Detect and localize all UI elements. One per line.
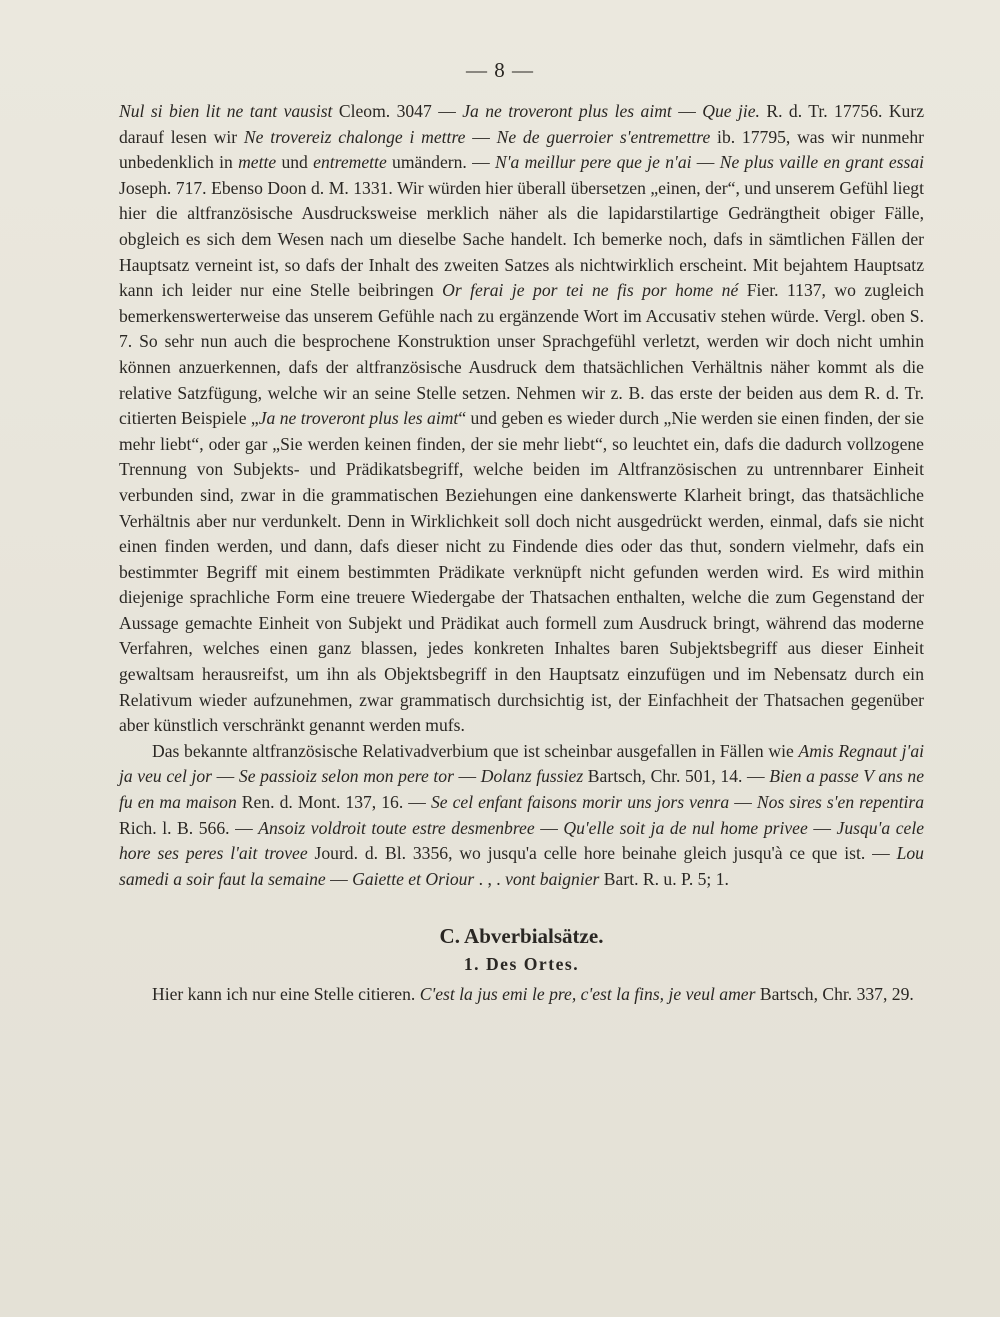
italic-citation: Dolanz fussiez — [480, 766, 584, 787]
italic-citation: Ja ne troveront plus les aimt — [462, 101, 672, 121]
text-run: — — [807, 817, 837, 838]
paragraph-ortes — [119, 982, 924, 1008]
section-heading: C. Abverbialsätze. — [439, 924, 604, 949]
italic-citation: C'est la jus emi le pre, c'est la fins, je veul amer — [419, 984, 756, 1005]
italic-citation: Bien a passe V ans ne fu en ma maison — [119, 766, 925, 813]
italic-citation: Or ferai je por tei ne fis por home né — [442, 280, 739, 301]
italic-citation: Ne de guerroier s'entremettre — [496, 126, 711, 147]
italic-citation: entremette — [313, 152, 387, 173]
text-run: — — [453, 766, 481, 787]
text-run: — — [212, 766, 239, 787]
text-run: — — [534, 817, 564, 838]
text-run: Ren. d. Mont. 137, 16. — — [236, 792, 431, 813]
italic-citation: Ne plus vaille en grant essai — [719, 152, 925, 173]
text-run: — — [671, 101, 703, 121]
text-run: Rich. l. B. 566. — — [119, 817, 259, 838]
text-run: umändern. — — [386, 152, 495, 173]
italic-citation: vont baignier — [505, 868, 600, 889]
italic-citation: Ja ne troveront plus les aimt — [258, 408, 459, 429]
italic-citation: Que jie. — [702, 101, 760, 121]
italic-citation: N'a meillur pere que je n'ai — [494, 152, 692, 173]
body-text — [119, 99, 924, 1008]
text-run: — — [325, 868, 353, 889]
text-run: ib. 17795, was wir nunmehr unbedenklich in — [119, 126, 924, 173]
text-run: Bartsch, Chr. 501, 14. — — [583, 766, 770, 787]
text-run: Joseph. 717. Ebenso Doon d. M. 1331. Wir würden hier überall übersetzen „einen, der“, und unserem Gefühl liegt hier die altfranzösische Ausdrucksweise merklich näher als die lapidarstilartige Gedrängtheit obiger Fälle, obgleich es sich dem Wesen nach um dieselbe Sache handelt. Ich bemerke noch, dafs in sämtlichen Fällen der Hauptsatz verneint ist, so dafs der Inhalt des zweiten Satzes als nichtwirklich erscheint. Mit bejahtem Hauptsatz kann ich leider nur eine Stelle beibringen — [119, 177, 924, 301]
italic-citation: Nos sires s'en repentira — [756, 792, 925, 813]
italic-citation: Amis Regnaut j'ai ja veu cel jor — [119, 740, 925, 787]
sub-heading: 1. Des Ortes. — [463, 954, 580, 975]
paragraph-relative-clauses — [119, 99, 924, 739]
text-run: Fier. 1137, wo zugleich bemerkenswerterweise das unserem Gefühle nach zu ergänzende Wort im Accusativ stehen würde. Vergl. oben S. 7. So sehr nun auch die besprochene Konstruktion unser Sprachgefühl verletzt, werden wir doch nicht umhin können anzuerkennen, dafs der altfranzösische Ausdruck dem thatsächlichen Verhältnis näher kommt als die relative Satzfügung, welche wir an seine Stelle setzen. Nehmen wir z. B. das erste der beiden aus dem R. d. Tr. citierten Beispiele „ — [119, 280, 924, 429]
text-run: Jourd. d. Bl. 3356, wo jusqu'a celle hore beinahe gleich jusqu'à ce que ist. — — [307, 843, 897, 864]
italic-citation: Nul si bien lit ne tant vausist — [119, 101, 333, 121]
italic-citation: Ne trovereiz chalonge i mettre — [243, 126, 466, 147]
text-run: . , . — [474, 868, 506, 889]
italic-citation: Ansoiz voldroit toute estre desmenbree — [258, 817, 535, 838]
text-run: — — [691, 152, 720, 173]
italic-citation: Jusqu'a cele hore ses peres l'ait trovee — [119, 817, 925, 864]
text-run: — — [465, 126, 497, 147]
text-run: Hier kann ich nur eine Stelle citieren. — [152, 984, 420, 1005]
italic-citation: mette — [238, 152, 277, 173]
text-run: — — [729, 792, 757, 813]
text-run: Bart. R. u. P. 5; 1. — [599, 868, 729, 889]
italic-citation: Qu'elle soit ja de nul home privee — [563, 817, 808, 838]
text-run: R. d. Tr. 17756. Kurz darauf lesen wir — [119, 101, 924, 147]
text-run: Bartsch, Chr. 337, 29. — [755, 984, 914, 1005]
paragraph-relative-adverb — [119, 739, 924, 893]
text-run: Das bekannte altfranzösische Relativadverbium que ist scheinbar ausgefallen in Fällen wie — [152, 740, 799, 761]
text-run: “ und geben es wieder durch „Nie werden sie einen finden, der sie mehr liebt“, oder gar „Sie werden keinen finden, der sie mehr liebt“, so leuchtet ein, dafs die dadurch vollzogene Trennung von Subjekts- und Prädikatsbegriff, welche beiden im Altfranzösischen zu untrennbarer Einheit verbunden sind, zwar in die grammatischen Beziehungen eine dankenswerte Klarheit bringt, das thatsächliche Verhältnis aber nur verdunkelt. Denn in Wirklichkeit soll doch nicht ausgedrückt werden, einmal, dafs sie nicht einen finden werden, und dann, dafs dieser nicht zu Findende dies oder das thut, sondern vielmehr, dafs ein bestimmter Begriff mit einem bestimmten Prädikate verknüpft nicht gefunden werden wird. Es wird mithin diejenige sprachliche Form eine treuere Wiedergabe der Thatsachen enthalten, welche die zum Gegenstand der Aussage gemachte Einheit von Subjekt und Prädikat auch formell zum Ausdruck bringt, während das moderne Verfahren, welches einen ganz blassen, jedes konkreten Inhaltes baren Subjektsbegriff aus dieser Einheit gewaltsam herausreifst, um ihn als Objektsbegriff in den Hauptsatz einzufügen und im Nebensatz durch ein Relativum wieder aufzunehmen, zwar grammatisch durchsichtig ist, der Einfachheit der Thatsachen gegenüber aber künstlich verschränkt genannt werden mufs. — [119, 408, 924, 736]
italic-citation: Se passioiz selon mon pere tor — [238, 766, 454, 787]
italic-citation: Lou samedi a soir faut la semaine — [119, 843, 924, 889]
page-number: — 8 — — [466, 58, 534, 82]
text-run: und — [276, 152, 314, 173]
italic-citation: Gaiette et Oriour — [352, 868, 475, 889]
text-run: Cleom. 3047 — — [332, 101, 463, 121]
italic-citation: Se cel enfant faisons morir uns jors venra — [430, 792, 730, 813]
